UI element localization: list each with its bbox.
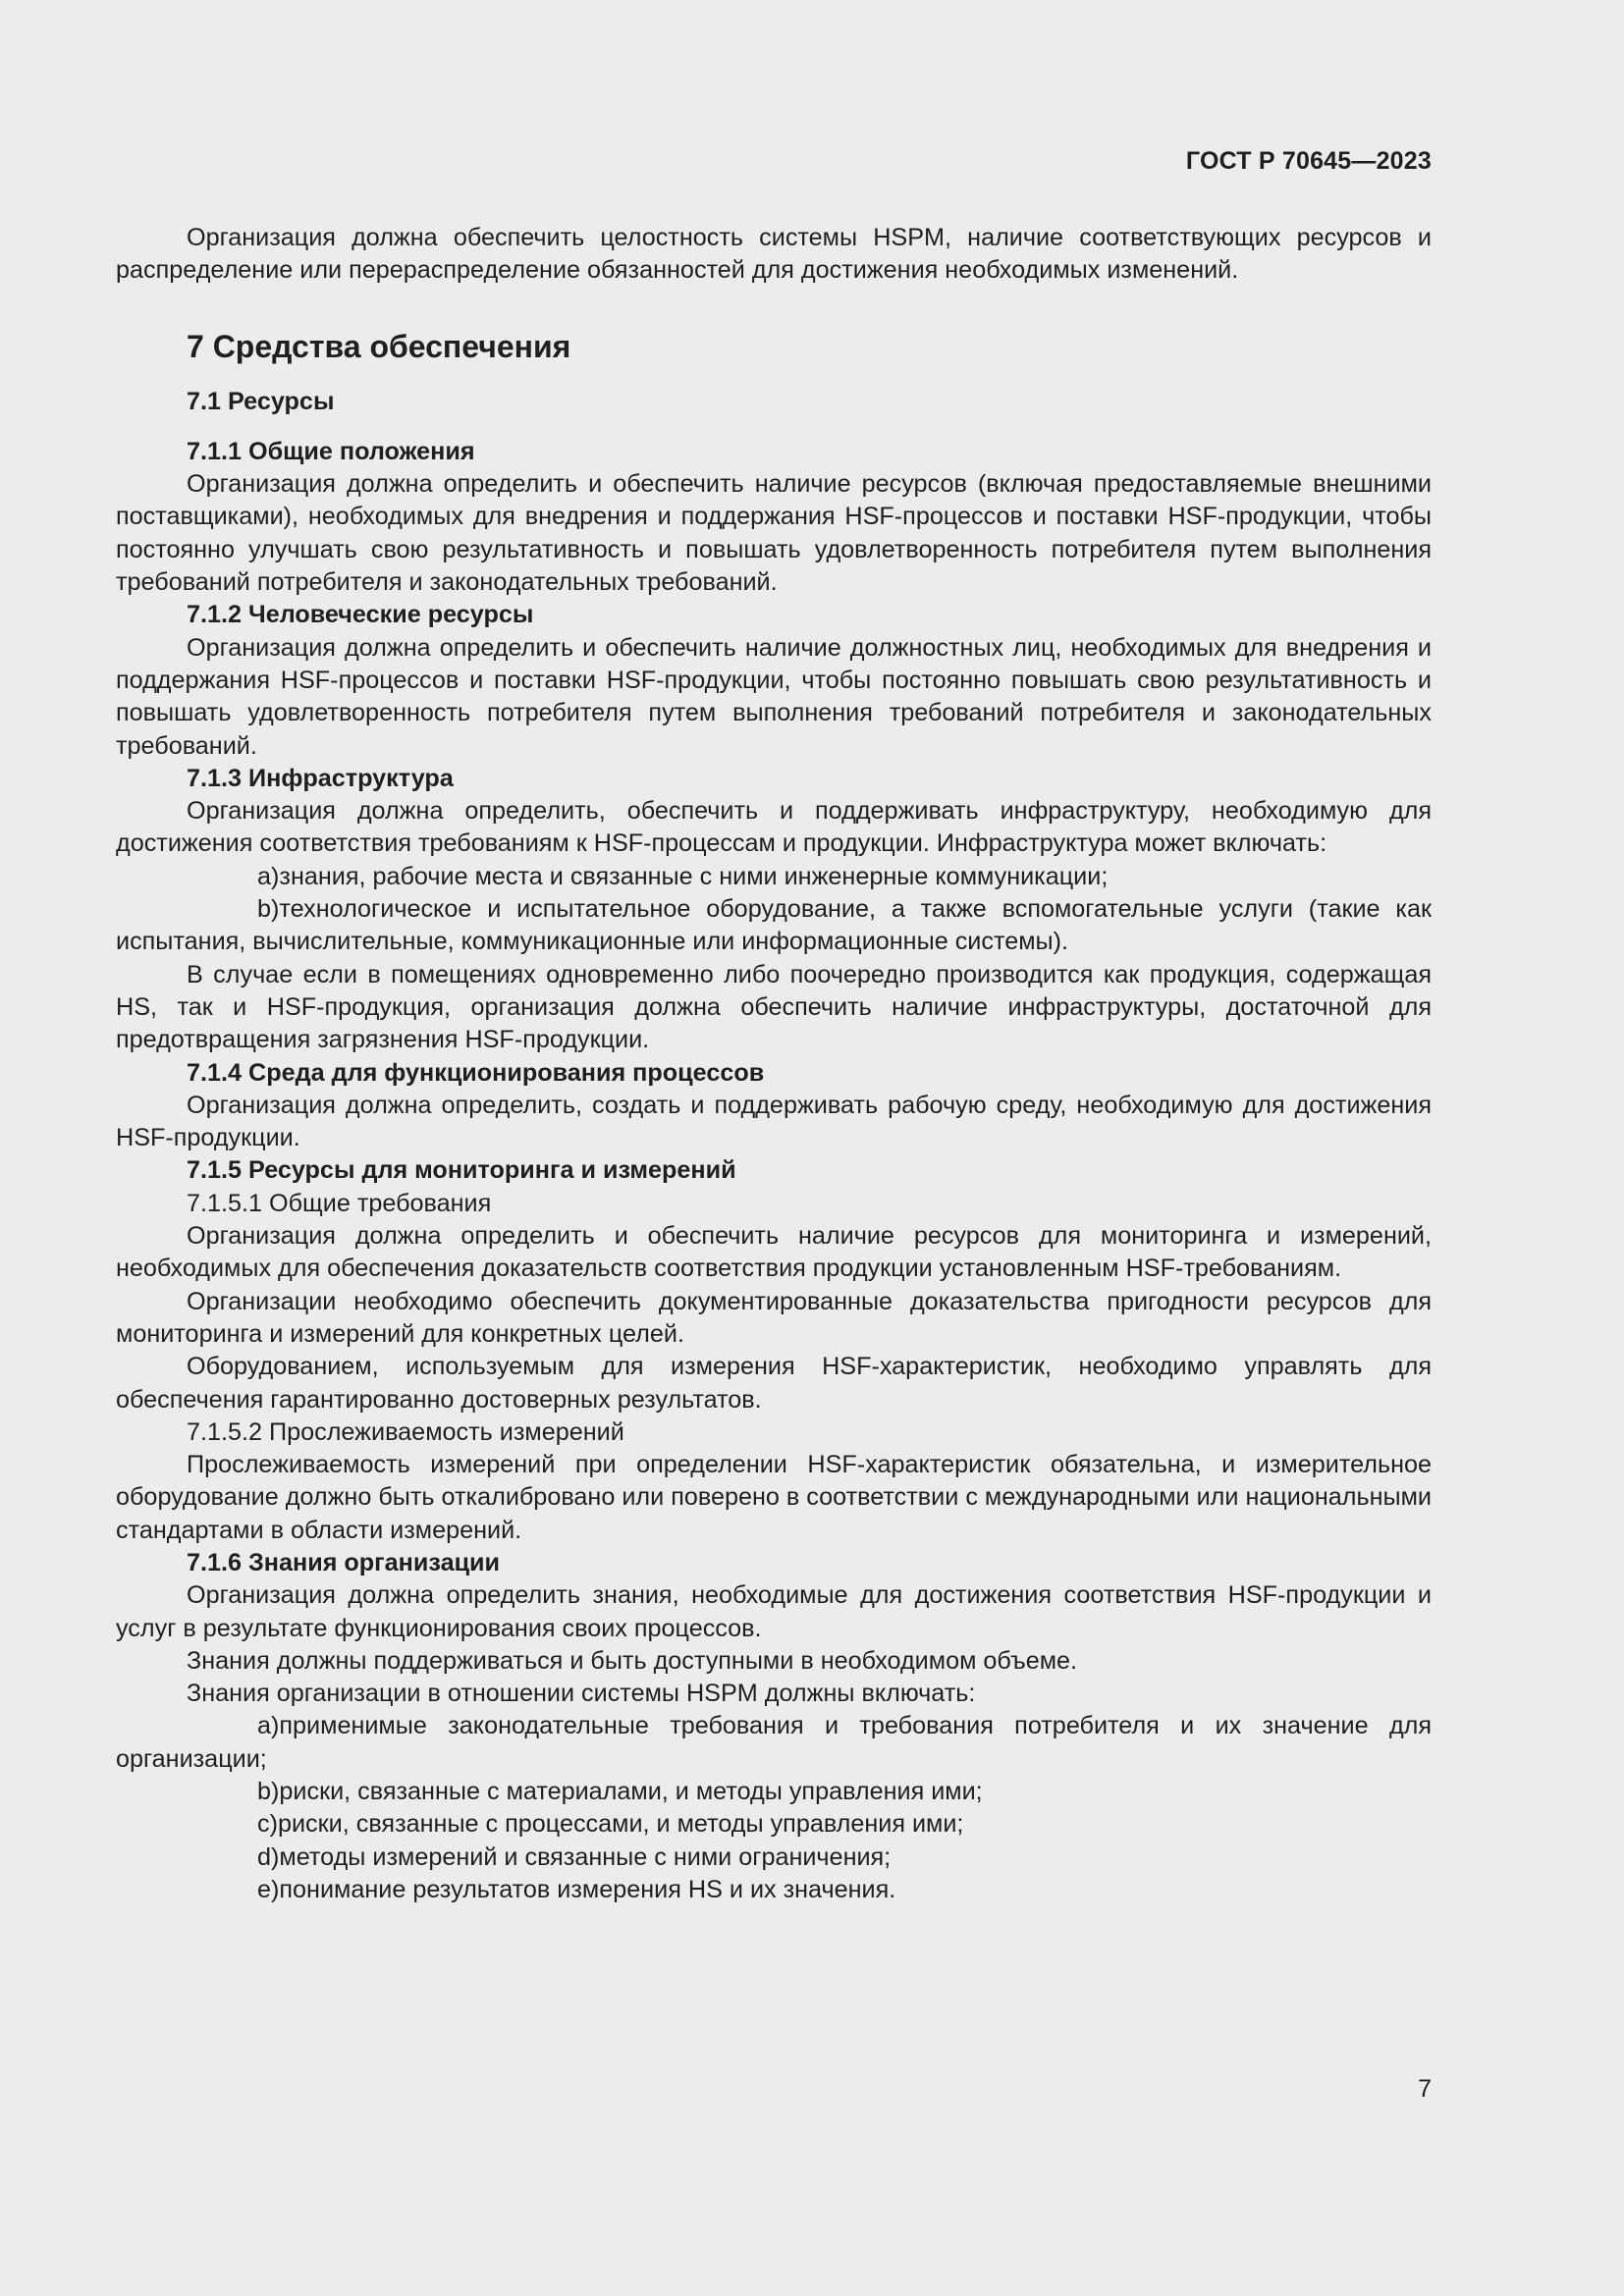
list-item xyxy=(116,1776,1432,1808)
list-item xyxy=(116,1874,1432,1906)
list-item-text: риски, связанные с процессами, и методы управления ими; xyxy=(277,1810,964,1839)
section-7-1-6-paragraph-2: Знания должны поддерживаться и быть доступными в необходимом объеме. xyxy=(187,1646,1078,1675)
list-marker: e) xyxy=(257,1875,280,1903)
list-item-text: применимые законодательные требования и требования потребителя и их значение для организации; xyxy=(116,1712,1432,1773)
section-7-1-5-2-paragraph: Прослеживаемость измерений при определении HSF-характеристик обязательна, и измерительное оборудование должно быть откалибровано или поверено в соответствии с международными или национальными стандартами в области измерений. xyxy=(116,1451,1432,1544)
section-7-1-5-2-heading: 7.1.5.2 Прослеживаемость измерений xyxy=(187,1417,624,1446)
standard-designation: ГОСТ Р 70645—2023 xyxy=(1185,147,1432,175)
page-number: 7 xyxy=(1418,2075,1432,2103)
section-7-1-3-heading: 7.1.3 Инфраструктура xyxy=(187,764,454,792)
section-7-1-2-heading: 7.1.2 Человеческие ресурсы xyxy=(187,601,534,629)
section-7-1-2-paragraph: Организация должна определить и обеспечить наличие должностных лиц, необходимых для внедрения и поддержания HSF-процессов и поставки HSF-продукции, чтобы постоянно повышать свою результативность и повышать удовлетворенность потребителя путем выполнения требований потребителя и законодательных требований. xyxy=(116,633,1432,760)
section-7-1-6-heading: 7.1.6 Знания организации xyxy=(187,1548,501,1576)
list-marker: d) xyxy=(257,1842,280,1871)
document-body xyxy=(116,222,1432,1906)
list-item-text: технологическое и испытательное оборудование, а также вспомогательные услуги (такие как испытания, вычислительные, коммуникационные или информационные системы). xyxy=(116,895,1432,956)
list-marker: a) xyxy=(257,1712,280,1740)
section-7-1-4-paragraph: Организация должна определить, создать и поддерживать рабочую среду, необходимую для достижения HSF-продукции. xyxy=(116,1091,1432,1152)
section-7-1-5-1-paragraph-2: Организации необходимо обеспечить документированные доказательства пригодности ресурсов для мониторинга и измерений для конкретных целей. xyxy=(116,1287,1432,1348)
section-7-1-5-1-heading: 7.1.5.1 Общие требования xyxy=(187,1189,492,1217)
list-marker: b) xyxy=(257,895,280,924)
section-7-1-1-heading: 7.1.1 Общие положения xyxy=(187,437,475,465)
section-7-1-5-1-paragraph: Организация должна определить и обеспечить наличие ресурсов для мониторинга и измерений, необходимых для обеспечения доказательств соответствия продукции установленным HSF-требованиям. xyxy=(116,1222,1432,1283)
list-marker: b) xyxy=(257,1778,280,1806)
section-7-1-1-paragraph: Организация должна определить и обеспечить наличие ресурсов (включая предоставляемые внешними поставщиками), необходимых для внедрения и поддержания HSF-процессов и поставки HSF-продукции, чтобы постоянно улучшать свою результативность и повышать удовлетворенность потребителя путем выполнения требований потребителя и законодательных требований. xyxy=(116,470,1432,597)
list-item xyxy=(116,861,1432,893)
section-7-1-3-paragraph-2: В случае если в помещениях одновременно либо поочередно производится как продукция, содержащая HS, так и HSF-продукция, организация должна обеспечить наличие инфраструктуры, достаточной для предотвращения загрязнения HSF-продукции. xyxy=(116,960,1432,1054)
list-marker: a) xyxy=(257,862,280,890)
section-7-1-3-paragraph: Организация должна определить, обеспечить и поддерживать инфраструктуру, необходимую для достижения соответствия требованиям к HSF-процессам и продукции. Инфраструктура может включать: xyxy=(116,797,1432,858)
list-item xyxy=(116,1710,1432,1776)
section-7-1-5-1-paragraph-3: Оборудованием, используемым для измерения HSF-характеристик, необходимо управлять для обеспечения гарантированно достоверных результатов. xyxy=(116,1353,1432,1414)
section-7-heading: 7 Средства обеспечения xyxy=(187,328,571,364)
section-7-1-6-paragraph: Организация должна определить знания, необходимые для достижения соответствия HSF-продукции и услуг в результате функционирования своих процессов. xyxy=(116,1581,1432,1642)
intro-paragraph: Организация должна обеспечить целостность системы HSPM, наличие соответствующих ресурсов и распределение или перераспределение обязанностей для достижения необходимых изменений. xyxy=(116,224,1432,285)
list-item xyxy=(116,1808,1432,1841)
section-7-1-4-heading: 7.1.4 Среда для функционирования процессов xyxy=(187,1058,765,1087)
list-item-text: риски, связанные с материалами, и методы управления ими; xyxy=(279,1778,983,1806)
list-item xyxy=(116,1842,1432,1874)
section-7-1-5-heading: 7.1.5 Ресурсы для мониторинга и измерений xyxy=(187,1156,736,1185)
list-item xyxy=(116,893,1432,959)
list-item-text: знания, рабочие места и связанные с ними инженерные коммуникации; xyxy=(279,862,1109,890)
list-item-text: понимание результатов измерения HS и их значения. xyxy=(279,1875,896,1903)
list-marker: c) xyxy=(257,1810,278,1839)
list-item-text: методы измерений и связанные с ними ограничения; xyxy=(279,1842,892,1871)
section-7-1-6-paragraph-3: Знания организации в отношении системы HSPM должны включать: xyxy=(187,1680,976,1708)
section-7-1-heading: 7.1 Ресурсы xyxy=(187,387,335,415)
